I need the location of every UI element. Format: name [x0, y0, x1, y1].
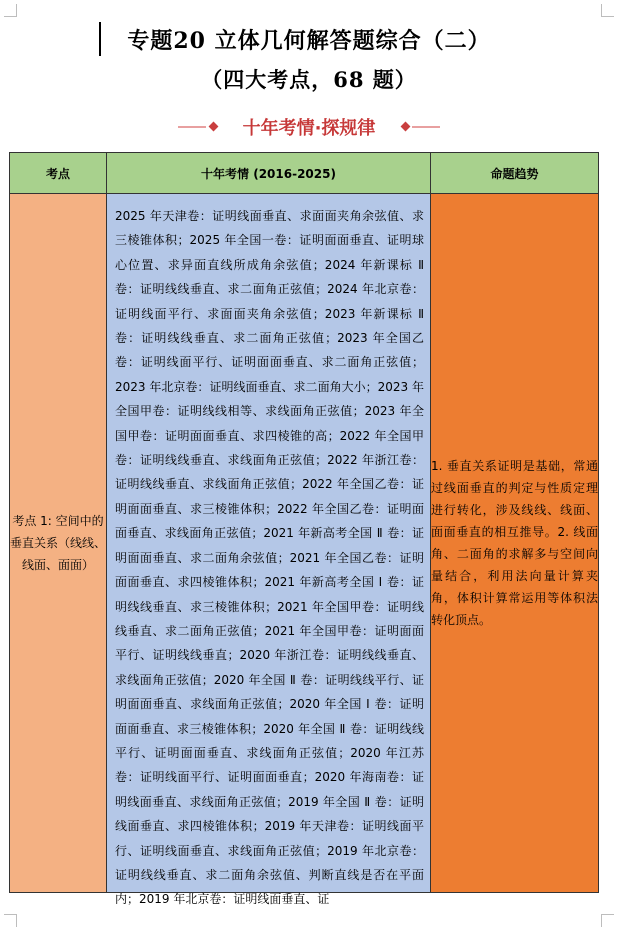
column-header-trend: 命题趋势 [431, 153, 599, 194]
page-subtitle: （四大考点，68 题） [201, 67, 417, 92]
page-corner-mark [4, 914, 17, 927]
page-corner-mark [601, 4, 614, 17]
column-header-history: 十年考情 (2016-2025) [107, 153, 431, 194]
banner-text: 十年考情·探规律 [242, 118, 376, 139]
trend-cell: 1. 垂直关系证明是基础，常通过线面垂直的判定与性质定理进行转化，涉及线线、线面、面面垂直的相互推导。2. 线面角、二面角的求解多与空间向量结合，利用法向量计算夹角，体积计算常运用等体积法转化顶点。 [431, 194, 599, 893]
page-title: 专题20 立体几何解答题综合（二） [127, 28, 491, 54]
table-row [10, 194, 599, 893]
column-header-topic: 考点 [10, 153, 107, 194]
history-text: 2025 年天津卷：证明线面垂直、求面面夹角余弦值、求三棱锥体积；2025 年全国一卷：证明面面垂直、证明球心位置、求异面直线所成角余弦值；2024 年新课标 Ⅱ 卷：证明线线垂直、求二面角正弦值；2024 年北京卷：证明线面平行、求面面夹角余弦值；2023 年新课标 Ⅱ 卷：证明线线垂直、求二面角正弦值；2023 年全国乙卷：证明线面平行、证明面面垂直、求二面角正弦值；2023 年北京卷：证明线面垂直、求二面角大小；2023 年全国甲卷：证明线线相等、求线面角正弦值；2023 年全国甲卷：证明面面垂直、求四棱锥的高；2022 年全国甲卷：证明线线垂直、求线面角正弦值；2022 年浙江卷：证明线线垂直、求线面角正弦值；2022 年全国乙卷：证明面面垂直、求三棱锥体积；2022 年全国乙卷：证明面面垂直、求线面角正弦值；2021 年新高考全国 Ⅱ 卷：证明面面垂直、求二面角余弦值；2021 年全国乙卷：证明面面垂直、求四棱锥体积；2021 年新高考全国 Ⅰ 卷：证明线线垂直、求三棱锥体积；2021 年全国甲卷：证明线线垂直、求二面角正弦值；2021 年全国甲卷：证明面面平行、证明线线垂直；2020 年浙江卷：证明线线垂直、求线面角正弦值；2020 年全国 Ⅱ 卷：证明线线平行、证明面面垂直、求线面角正弦值；2020 年全国 Ⅰ 卷：证明面面垂直、求三棱锥体积；2020 年全国 Ⅱ 卷：证明线线平行、证明面面垂直、求线面角正弦值；2020 年江苏卷：证明线面平行、证明面面垂直；2020 年海南卷：证明线面垂直、求线面角正弦值；2019 年全国 Ⅱ 卷：证明线面垂直、求四棱锥体积；2019 年天津卷：证明线面平行、证明线面垂直、求线面角正弦值；2019 年北京卷：证明线线垂直、求二面角余弦值、判断直线是否在平面内；2019 年北京卷：证明线面垂直、证 [115, 209, 424, 907]
table-header-row [10, 153, 599, 194]
page-corner-mark [4, 4, 17, 17]
topic-cell: 考点 1: 空间中的垂直关系（线线、线面、面面） [10, 194, 107, 893]
banner-line-right [412, 126, 440, 128]
exam-analysis-table [9, 152, 599, 907]
page-corner-mark [601, 914, 614, 927]
history-cell [107, 194, 431, 907]
section-banner [0, 112, 618, 140]
